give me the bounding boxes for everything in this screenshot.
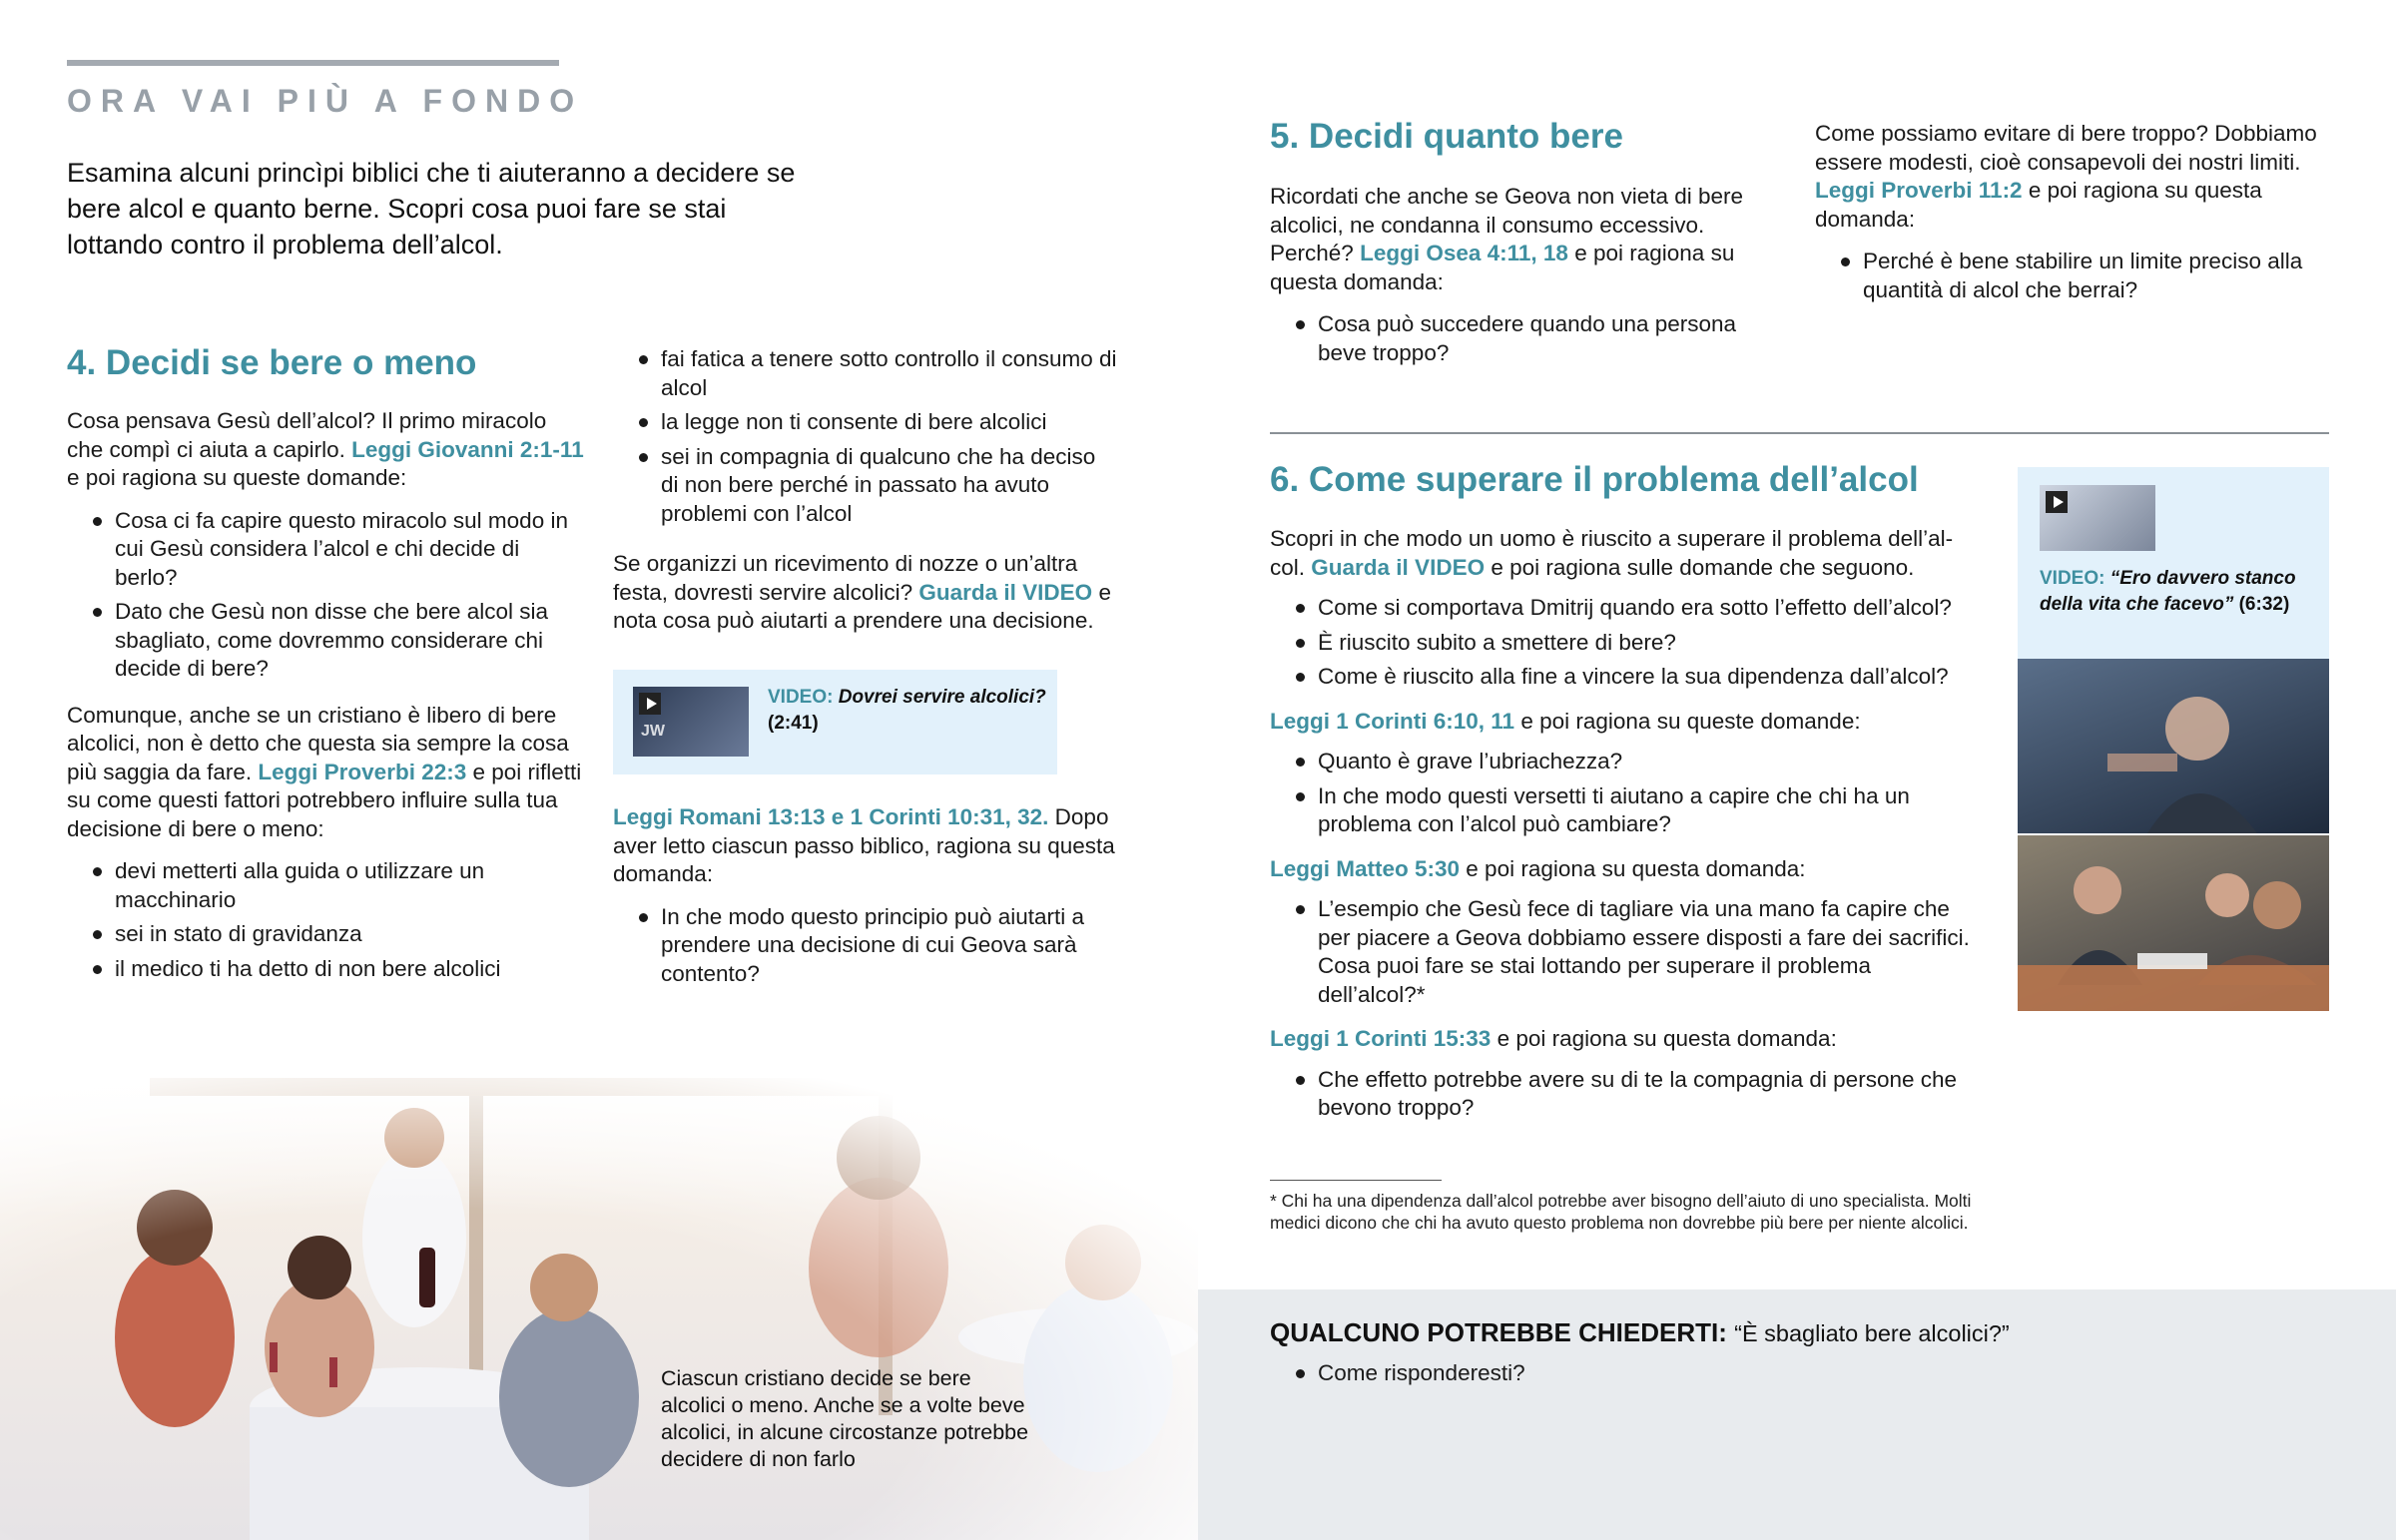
section-4-paragraph-4: Leggi Romani 13:13 e 1 Corinti 10:31, 32. Dopo aver letto ciascun passo biblico, ragiona su questa domanda: [613, 804, 1115, 886]
section-4-questions-1 [67, 507, 584, 684]
list-item: Perché è bene stabilire un limite preciso alla quantità di alcol che berrai? [1815, 248, 2334, 304]
link-proverbi-22[interactable]: Leggi Proverbi 22:3 [258, 759, 467, 784]
footnote-rule [1270, 1180, 1442, 1181]
footnote: * Chi ha una dipendenza dall’alcol potrebbe aver bisogno dell’aiuto di uno specialista. Molti medici dicono che chi ha avuto questo problema non dovrebbe più bere per niente alcolici. [1270, 1191, 1972, 1233]
restaurant-illustration [0, 1038, 1198, 1540]
question-box-heading: QUALCUNO POTREBBE CHIEDERTI: [1270, 1317, 1727, 1347]
section-6-questions-1 [1270, 594, 1974, 692]
list-item: Cosa ci fa capire questo miracolo sul modo in cui Gesù considera l’alcol e chi decide di berlo? [67, 507, 584, 593]
section-6-paragraph-2: Leggi 1 Corinti 6:10, 11 e poi ragiona su queste domande: [1270, 708, 1861, 734]
video-caption [768, 685, 1047, 737]
watch-video-link[interactable]: Guarda il VIDEO [918, 579, 1093, 605]
photo-man-drinking [2018, 659, 2329, 833]
list-item: devi metterti alla guida o utilizzare un macchinario [67, 857, 584, 914]
video-caption [2040, 566, 2319, 618]
link-matteo[interactable]: Leggi Matteo 5:30 [1270, 855, 1461, 881]
list-item: fai fatica a tenere sotto controllo il consumo di alcol [613, 345, 1117, 402]
intro-text: Esamina alcuni princìpi biblici che ti aiuteranno a decidere se bere alcol e quanto berne. Scopri cosa puoi fare se stai lottando contro il problema dell’alcol. [67, 158, 796, 259]
section-6-questions-3 [1270, 895, 1974, 1009]
question-box-list [1270, 1359, 2268, 1394]
link-proverbi-11[interactable]: Leggi Proverbi 11:2 [1815, 178, 2023, 203]
section-4-column-right [613, 345, 1117, 636]
section-5-questions-2 [1815, 248, 2334, 304]
video-title[interactable]: Dovrei servire alcolici? [838, 687, 1046, 708]
section-5-column-left [1270, 183, 1779, 373]
list-item: Cosa può succedere quando una persona beve troppo? [1270, 310, 1779, 367]
question-box-line [1270, 1315, 2368, 1350]
watch-video-link[interactable]: Guarda il VIDEO [1311, 554, 1486, 580]
section-6-body [1270, 525, 1974, 1129]
question-box [1198, 1289, 2396, 1540]
section-4-column-left [67, 407, 584, 989]
play-icon[interactable] [639, 693, 661, 715]
play-icon[interactable] [2046, 491, 2068, 513]
link-1-corinti-15[interactable]: Leggi 1 Corinti 15:33 [1270, 1026, 1492, 1051]
list-item: Quanto è grave l’ubriachezza? [1270, 748, 1974, 776]
list-item: L’esempio che Gesù fece di tagliare via una mano fa capire che per piacere a Geova dobbiamo essere disposti a fare dei sacrifici. Cosa puoi fare se stai lottando per superare il problema dell’alcol?* [1270, 895, 1974, 1009]
section-5-paragraph-2: Come possiamo evitare di bere troppo? Dobbiamo essere modesti, cioè consapevoli dei nostri limiti. Leggi Proverbi 11:2 e poi ragiona su questa domanda: [1815, 121, 2317, 232]
section-5-title: 5. Decidi quanto bere [1270, 117, 1623, 156]
video-card-serve-alcohol[interactable] [613, 670, 1057, 774]
section-4-paragraph-2: Comunque, anche se un cristiano è libero di bere alcolici, non è detto che questa sia sempre la cosa più saggia da fare. Leggi Proverbi 22:3 e poi rifletti su come questi fattori potrebbero influire sulla tua decisione di bere o meno: [67, 702, 582, 841]
list-item: In che modo questo principio può aiutarti a prendere una decisione di cui Geova sarà contento? [613, 903, 1117, 989]
section-6-questions-4 [1270, 1066, 1974, 1123]
section-4-paragraph-4-block [613, 803, 1117, 994]
video-card-dmitrij[interactable] [2018, 467, 2329, 659]
list-item: Che effetto potrebbe avere su di te la compagnia di persone che bevono troppo? [1270, 1066, 1974, 1123]
section-kicker: ORA VAI PIÙ A FONDO [67, 83, 584, 119]
list-item: È riuscito subito a smettere di bere? [1270, 629, 1974, 658]
link-osea[interactable]: Leggi Osea 4:11, 18 [1360, 241, 1568, 265]
video-duration: (6:32) [2238, 594, 2290, 615]
video-label: VIDEO: [768, 687, 834, 708]
photo-bible-study [2018, 835, 2329, 1011]
list-item: sei in stato di gravidanza [67, 920, 584, 949]
section-4-questions-2 [613, 903, 1117, 989]
section-4-paragraph-1: Cosa pensava Gesù dell’alcol? Il primo miracolo che compì ci aiuta a capirlo. Leggi Giovanni 2:1-11 e poi ragiona su queste domande: [67, 408, 584, 490]
section-5-paragraph-1: Ricordati che anche se Geova non vieta di bere alcolici, ne condanna il consumo eccessivo. Perché? Leggi Osea 4:11, 18 e poi ragiona su questa domanda: [1270, 184, 1744, 294]
video-duration: (2:41) [768, 713, 819, 734]
video-label: VIDEO: [2040, 568, 2105, 589]
list-item: In che modo questi versetti ti aiutano a capire che chi ha un problema con l’alcol può cambiare? [1270, 782, 1974, 839]
link-giovanni[interactable]: Leggi Giovanni 2:1-11 [351, 436, 584, 462]
section-divider [1270, 432, 2329, 434]
section-4-factors-list [67, 857, 584, 983]
list-item: Come è riuscito alla fine a vincere la sua dipendenza dall’alcol? [1270, 663, 1974, 692]
section-6-paragraph-3: Leggi Matteo 5:30 e poi ragiona su questa domanda: [1270, 855, 1806, 881]
section-6-paragraph-4: Leggi 1 Corinti 15:33 e poi ragiona su questa domanda: [1270, 1026, 1837, 1051]
section-6-title: 6. Come superare il problema dell’alcol [1270, 460, 1919, 499]
illustration-caption: Ciascun cristiano decide se bere alcolici o meno. Anche se a volte beve alcolici, in alcune circostanze potrebbe decidere di non farlo [661, 1366, 1029, 1471]
section-5-column-right [1815, 120, 2334, 310]
section-4-title: 4. Decidi se bere o meno [67, 343, 477, 382]
list-item: Dato che Gesù non disse che bere alcol sia sbagliato, come dovremmo considerare chi decide di bere? [67, 598, 584, 684]
list-item: Come si comportava Dmitrij quando era sotto l’effetto dell’alcol? [1270, 594, 1974, 623]
section-5-questions-1 [1270, 310, 1779, 367]
jw-logo: JW [641, 723, 665, 740]
video-thumbnail[interactable] [633, 687, 749, 757]
list-item: sei in compagnia di qualcuno che ha deciso di non bere perché in passato ha avuto problemi con l’alcol [613, 443, 1117, 529]
section-4-paragraph-3: Se organizzi un ricevimento di nozze o un’altra festa, dovresti servire alcolici? Guarda il VIDEO e nota cosa può aiutarti a prendere una decisione. [613, 551, 1111, 633]
photo-bible-study-graphic [2018, 835, 2329, 1011]
list-item: la legge non ti consente di bere alcolici [613, 408, 1117, 437]
question-box-question: “È sbagliato bere alcolici?” [1734, 1320, 2010, 1346]
photo-man-drinking-graphic [2018, 659, 2329, 833]
list-item: il medico ti ha detto di non bere alcolici [67, 955, 584, 984]
list-item: Come risponderesti? [1270, 1359, 2268, 1388]
video-title[interactable]: “Ero davvero stanco della vita che facevo” [2040, 568, 2296, 615]
section-6-questions-2 [1270, 748, 1974, 839]
link-romani-corinti[interactable]: Leggi Romani 13:13 e 1 Corinti 10:31, 32. [613, 804, 1049, 829]
video-thumbnail[interactable] [2040, 485, 2155, 551]
section-6-paragraph-1: Scopri in che modo un uomo è riuscito a superare il problema dell’alcol. Guarda il VIDEO e poi ragiona sulle domande che seguono. [1270, 526, 1954, 580]
section-4-factors-list-continued [613, 345, 1117, 528]
link-1-corinti-6[interactable]: Leggi 1 Corinti 6:10, 11 [1270, 708, 1515, 734]
kicker-rule [67, 60, 559, 66]
